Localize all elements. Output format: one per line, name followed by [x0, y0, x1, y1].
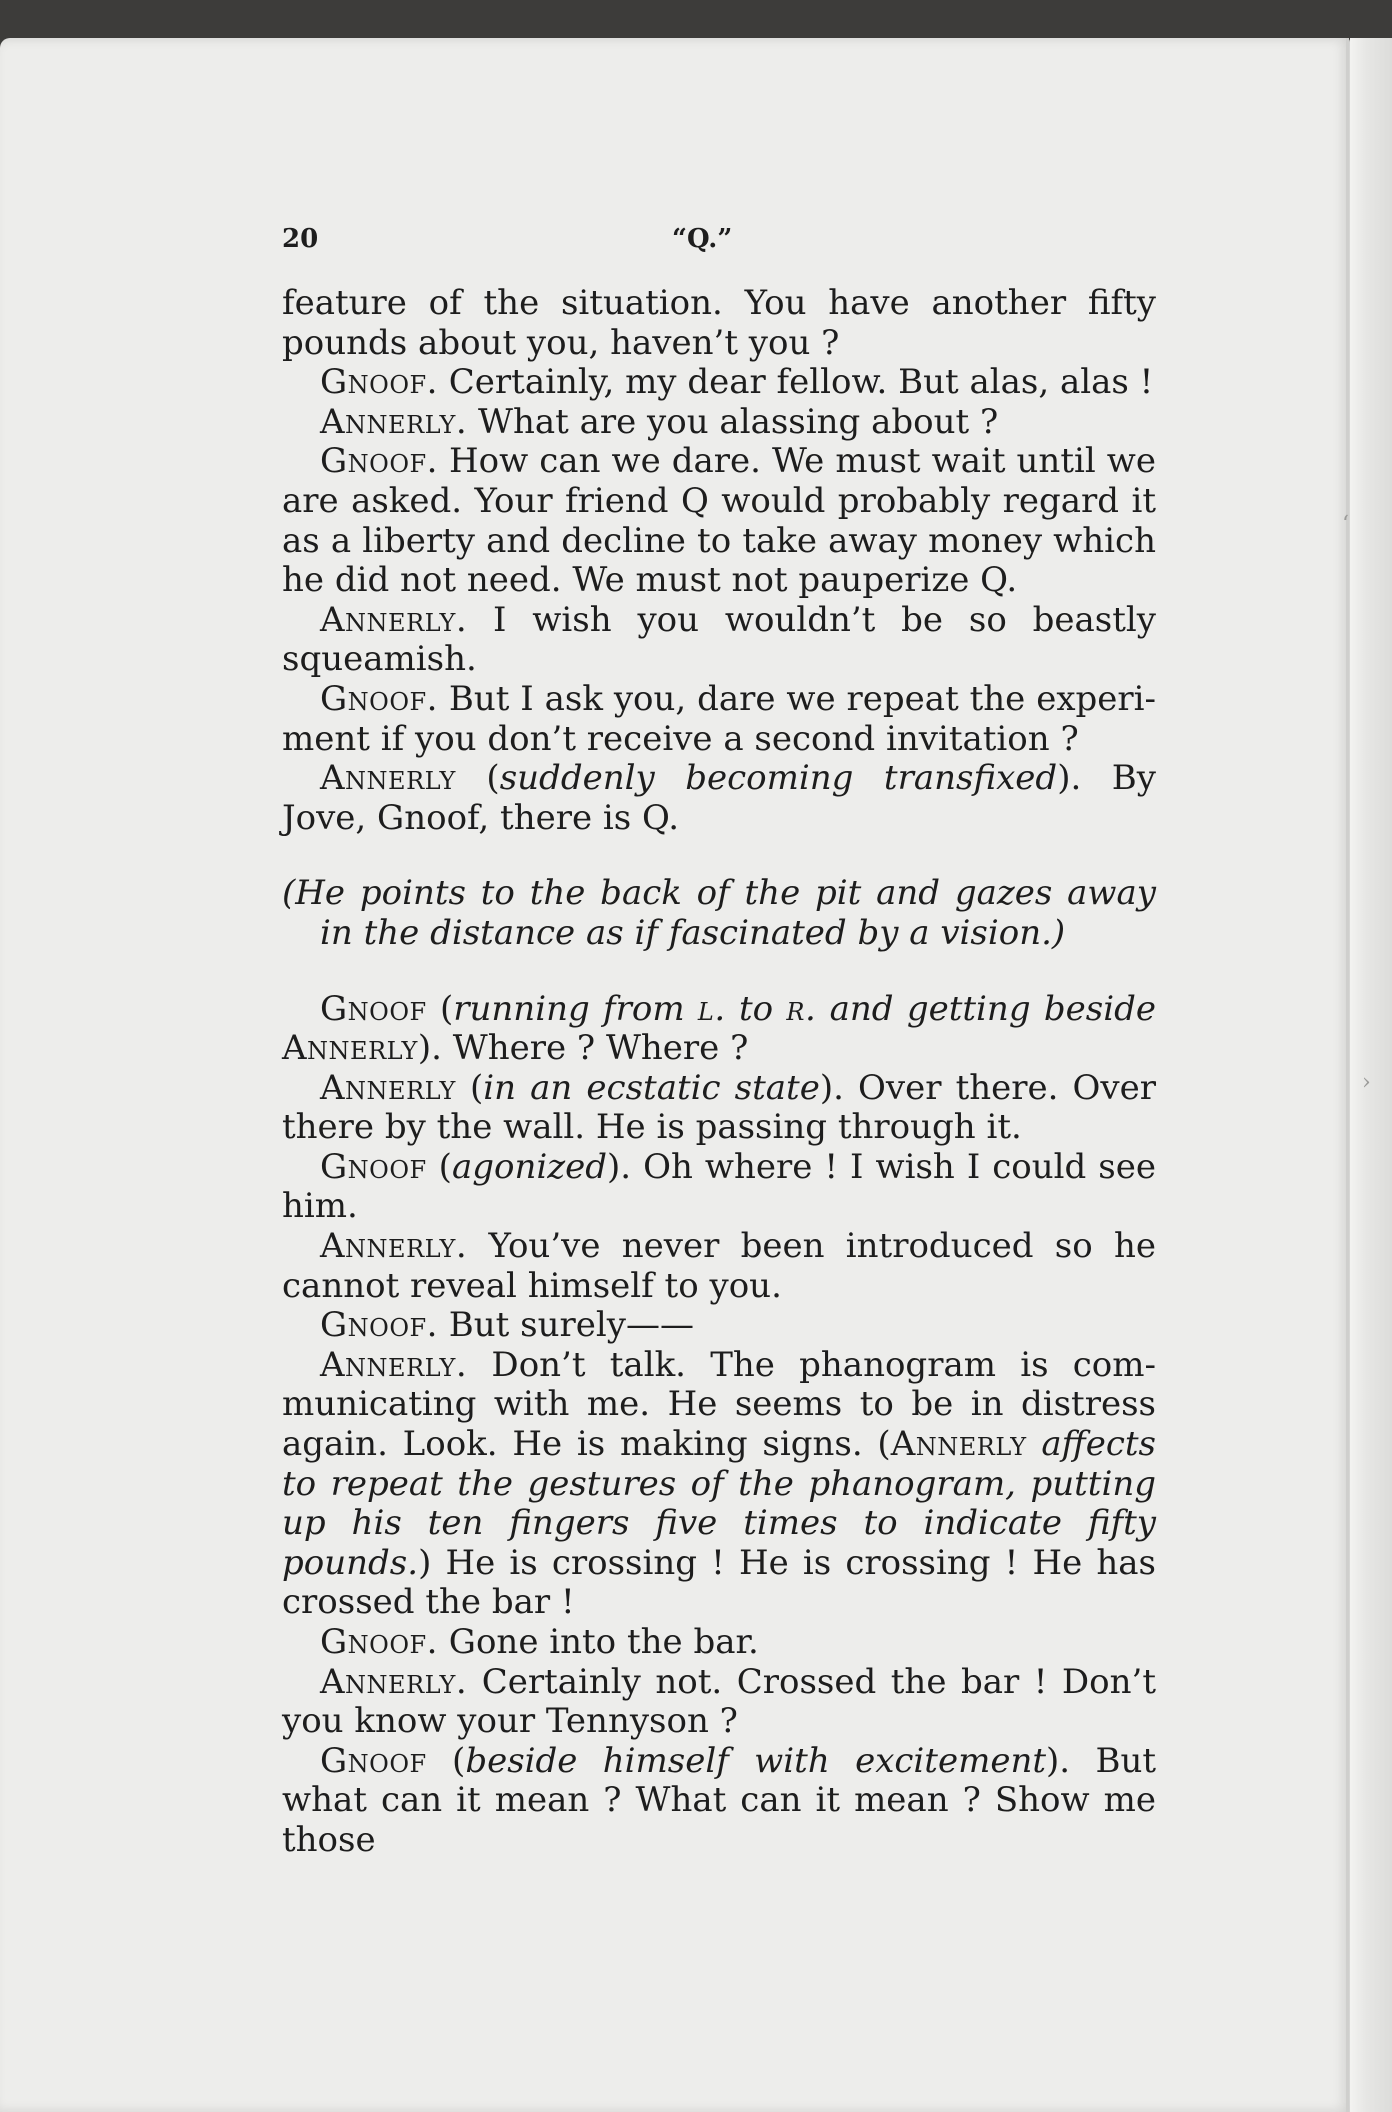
dialogue-line: Gnoof. But surely——: [320, 1305, 694, 1346]
speaker-name: Annerly: [320, 758, 456, 799]
speaker-name: Gnoof: [320, 988, 427, 1029]
scan-speck: ‘: [1342, 512, 1349, 537]
scan-speck: ›: [1362, 1070, 1371, 1095]
speaker-name: Gnoof.: [320, 1622, 438, 1662]
speaker-name: Annerly.: [320, 1344, 468, 1385]
stage-direction: beside himself with excitement: [465, 1740, 1047, 1781]
speaker-name: Annerly.: [320, 1226, 468, 1267]
dialogue-line: Gnoof (agonized). Oh where ! I wish I could see him.: [282, 1146, 1156, 1227]
scan-margin: [1350, 38, 1392, 2112]
speaker-name: Annerly: [320, 1067, 456, 1108]
running-header: [282, 224, 1156, 260]
dialogue-line: Gnoof. Gone into the bar.: [320, 1622, 759, 1662]
dialogue-line: Gnoof. How can we dare. We must wait until we are asked. Your friend Q would probably regard it as a liberty and decline to take away money which he did not need. We must not pauperize Q.: [282, 441, 1156, 601]
dialogue-line: Gnoof (running from l. to r. and getting beside Annerly). Where ? Where ?: [282, 988, 1156, 1069]
speaker-name: Annerly.: [320, 401, 468, 442]
dialogue-line: Gnoof. Certainly, my dear fellow. But alas, alas !: [320, 362, 1154, 403]
dialogue-line: Annerly. What are you alassing about ?: [320, 401, 999, 442]
stage-direction: affects to repeat the gestures of the phanogram, putting up his ten fingers five times to indicate fifty pounds.: [282, 1424, 1156, 1583]
dialogue-line: Gnoof (beside himself with excitement). But what can it mean ? What can it mean ? Show me those: [282, 1740, 1157, 1860]
stage-direction: in an ecstatic state: [483, 1067, 820, 1108]
running-title: “Q.”: [672, 224, 733, 254]
speaker-name: Gnoof.: [320, 441, 438, 482]
paragraph: feature of the situation. You have another fifty pounds about you, haven’t you ?: [282, 283, 1156, 363]
play-text: [282, 284, 1156, 1861]
dialogue-line: Annerly (in an ecstatic state). Over there. Over there by the wall. He is passing through it.: [282, 1067, 1156, 1148]
page-edge: [1346, 38, 1349, 2112]
speaker-name: Annerly.: [320, 599, 468, 640]
dialogue-line: Annerly. Certainly not. Crossed the bar ! Don’t you know your Tennyson ?: [282, 1661, 1156, 1742]
dialogue-line: Annerly. You’ve never been introduced so he cannot reveal himself to you.: [282, 1226, 1156, 1306]
speaker-name: Gnoof.: [320, 362, 438, 403]
speaker-name: Gnoof.: [320, 678, 438, 719]
speaker-name: Annerly: [890, 1424, 1027, 1465]
stage-direction-block: (He points to the back of the pit and gazes away in the distance as if fascinated by a vision.): [282, 873, 1156, 953]
stage-direction: running from l. to r. and getting beside: [453, 988, 1156, 1029]
page-number: 20: [282, 224, 319, 254]
dialogue-line: Gnoof. But I ask you, dare we repeat the experiment if you don’t receive a second invitation ?: [282, 678, 1156, 759]
stage-direction: suddenly becoming transfixed: [499, 758, 1058, 799]
dialogue-line: Annerly. I wish you wouldn’t be so beastly squeamish.: [282, 599, 1156, 680]
speaker-name: Annerly.: [320, 1661, 468, 1702]
speaker-name: Gnoof.: [320, 1305, 438, 1346]
dialogue-line: Annerly (suddenly becoming transfixed). By Jove, Gnoof, there is Q.: [282, 758, 1157, 838]
dialogue-line: Annerly. Don’t talk. The phanogram is communicating with me. He seems to be in distress again. Look. He is making signs. (Annerly affects to repeat the gestures of the phanogram, putting up his ten fingers five times to indicate fifty pounds.) He is crossing ! He is crossing ! He has crossed the bar !: [282, 1344, 1156, 1623]
speaker-name: Gnoof: [320, 1740, 427, 1781]
stage-direction: agonized: [451, 1146, 608, 1187]
speaker-name: Annerly: [282, 1028, 418, 1069]
speaker-name: Gnoof: [320, 1146, 427, 1187]
